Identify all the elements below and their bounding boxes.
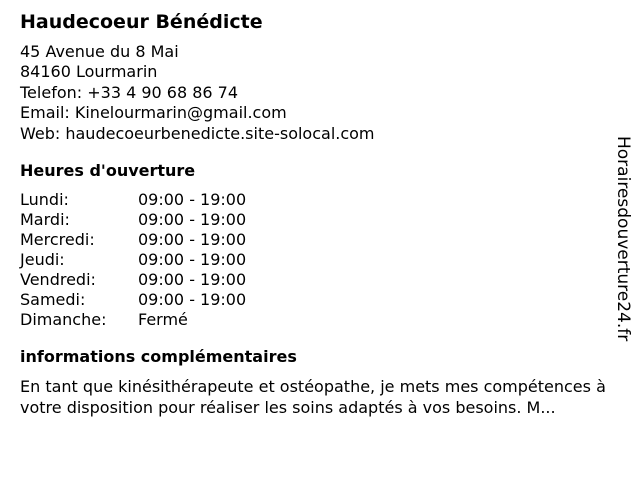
- time-value: 09:00 - 19:00: [138, 290, 247, 310]
- day-label: Vendredi:: [20, 270, 96, 290]
- day-label: Mercredi:: [20, 230, 95, 250]
- hours-row-tuesday: [20, 210, 610, 230]
- day-label: Samedi:: [20, 290, 86, 310]
- site-watermark: Horairesdouverture24.fr: [613, 136, 633, 342]
- additional-info-heading: informations complémentaires: [20, 347, 297, 367]
- hours-row-saturday: [20, 290, 610, 310]
- business-description: En tant que kinésithérapeute et ostéopathe, je mets mes compétences à votre disposition pour réaliser les soins adaptés à vos besoins. M...: [20, 377, 606, 418]
- time-value: 09:00 - 19:00: [138, 250, 247, 270]
- day-label: Mardi:: [20, 210, 70, 230]
- hours-row-sunday: [20, 310, 610, 330]
- address-line-1: 45 Avenue du 8 Mai: [20, 42, 179, 61]
- day-label: Dimanche:: [20, 310, 107, 330]
- hours-row-monday: [20, 190, 610, 210]
- time-value: Fermé: [138, 310, 188, 330]
- address-line-2: 84160 Lourmarin: [20, 62, 158, 82]
- day-label: Lundi:: [20, 190, 69, 210]
- hours-row-friday: [20, 270, 610, 290]
- hours-row-thursday: [20, 250, 610, 270]
- web-line: Web: haudecoeurbenedicte.site-solocal.com: [20, 123, 375, 143]
- day-label: Jeudi:: [20, 250, 65, 270]
- opening-hours-heading: Heures d'ouverture: [20, 161, 196, 181]
- email-line: Email: Kinelourmarin@gmail.com: [20, 103, 287, 123]
- hours-row-wednesday: [20, 230, 610, 250]
- business-card: [20, 10, 610, 418]
- time-value: 09:00 - 19:00: [138, 270, 247, 290]
- time-value: 09:00 - 19:00: [138, 210, 247, 230]
- time-value: 09:00 - 19:00: [138, 190, 247, 210]
- phone-line: Telefon: +33 4 90 68 86 74: [20, 82, 239, 102]
- time-value: 09:00 - 19:00: [138, 230, 247, 250]
- opening-hours-table: [20, 190, 610, 330]
- business-name: Haudecoeur Bénédicte: [20, 11, 263, 33]
